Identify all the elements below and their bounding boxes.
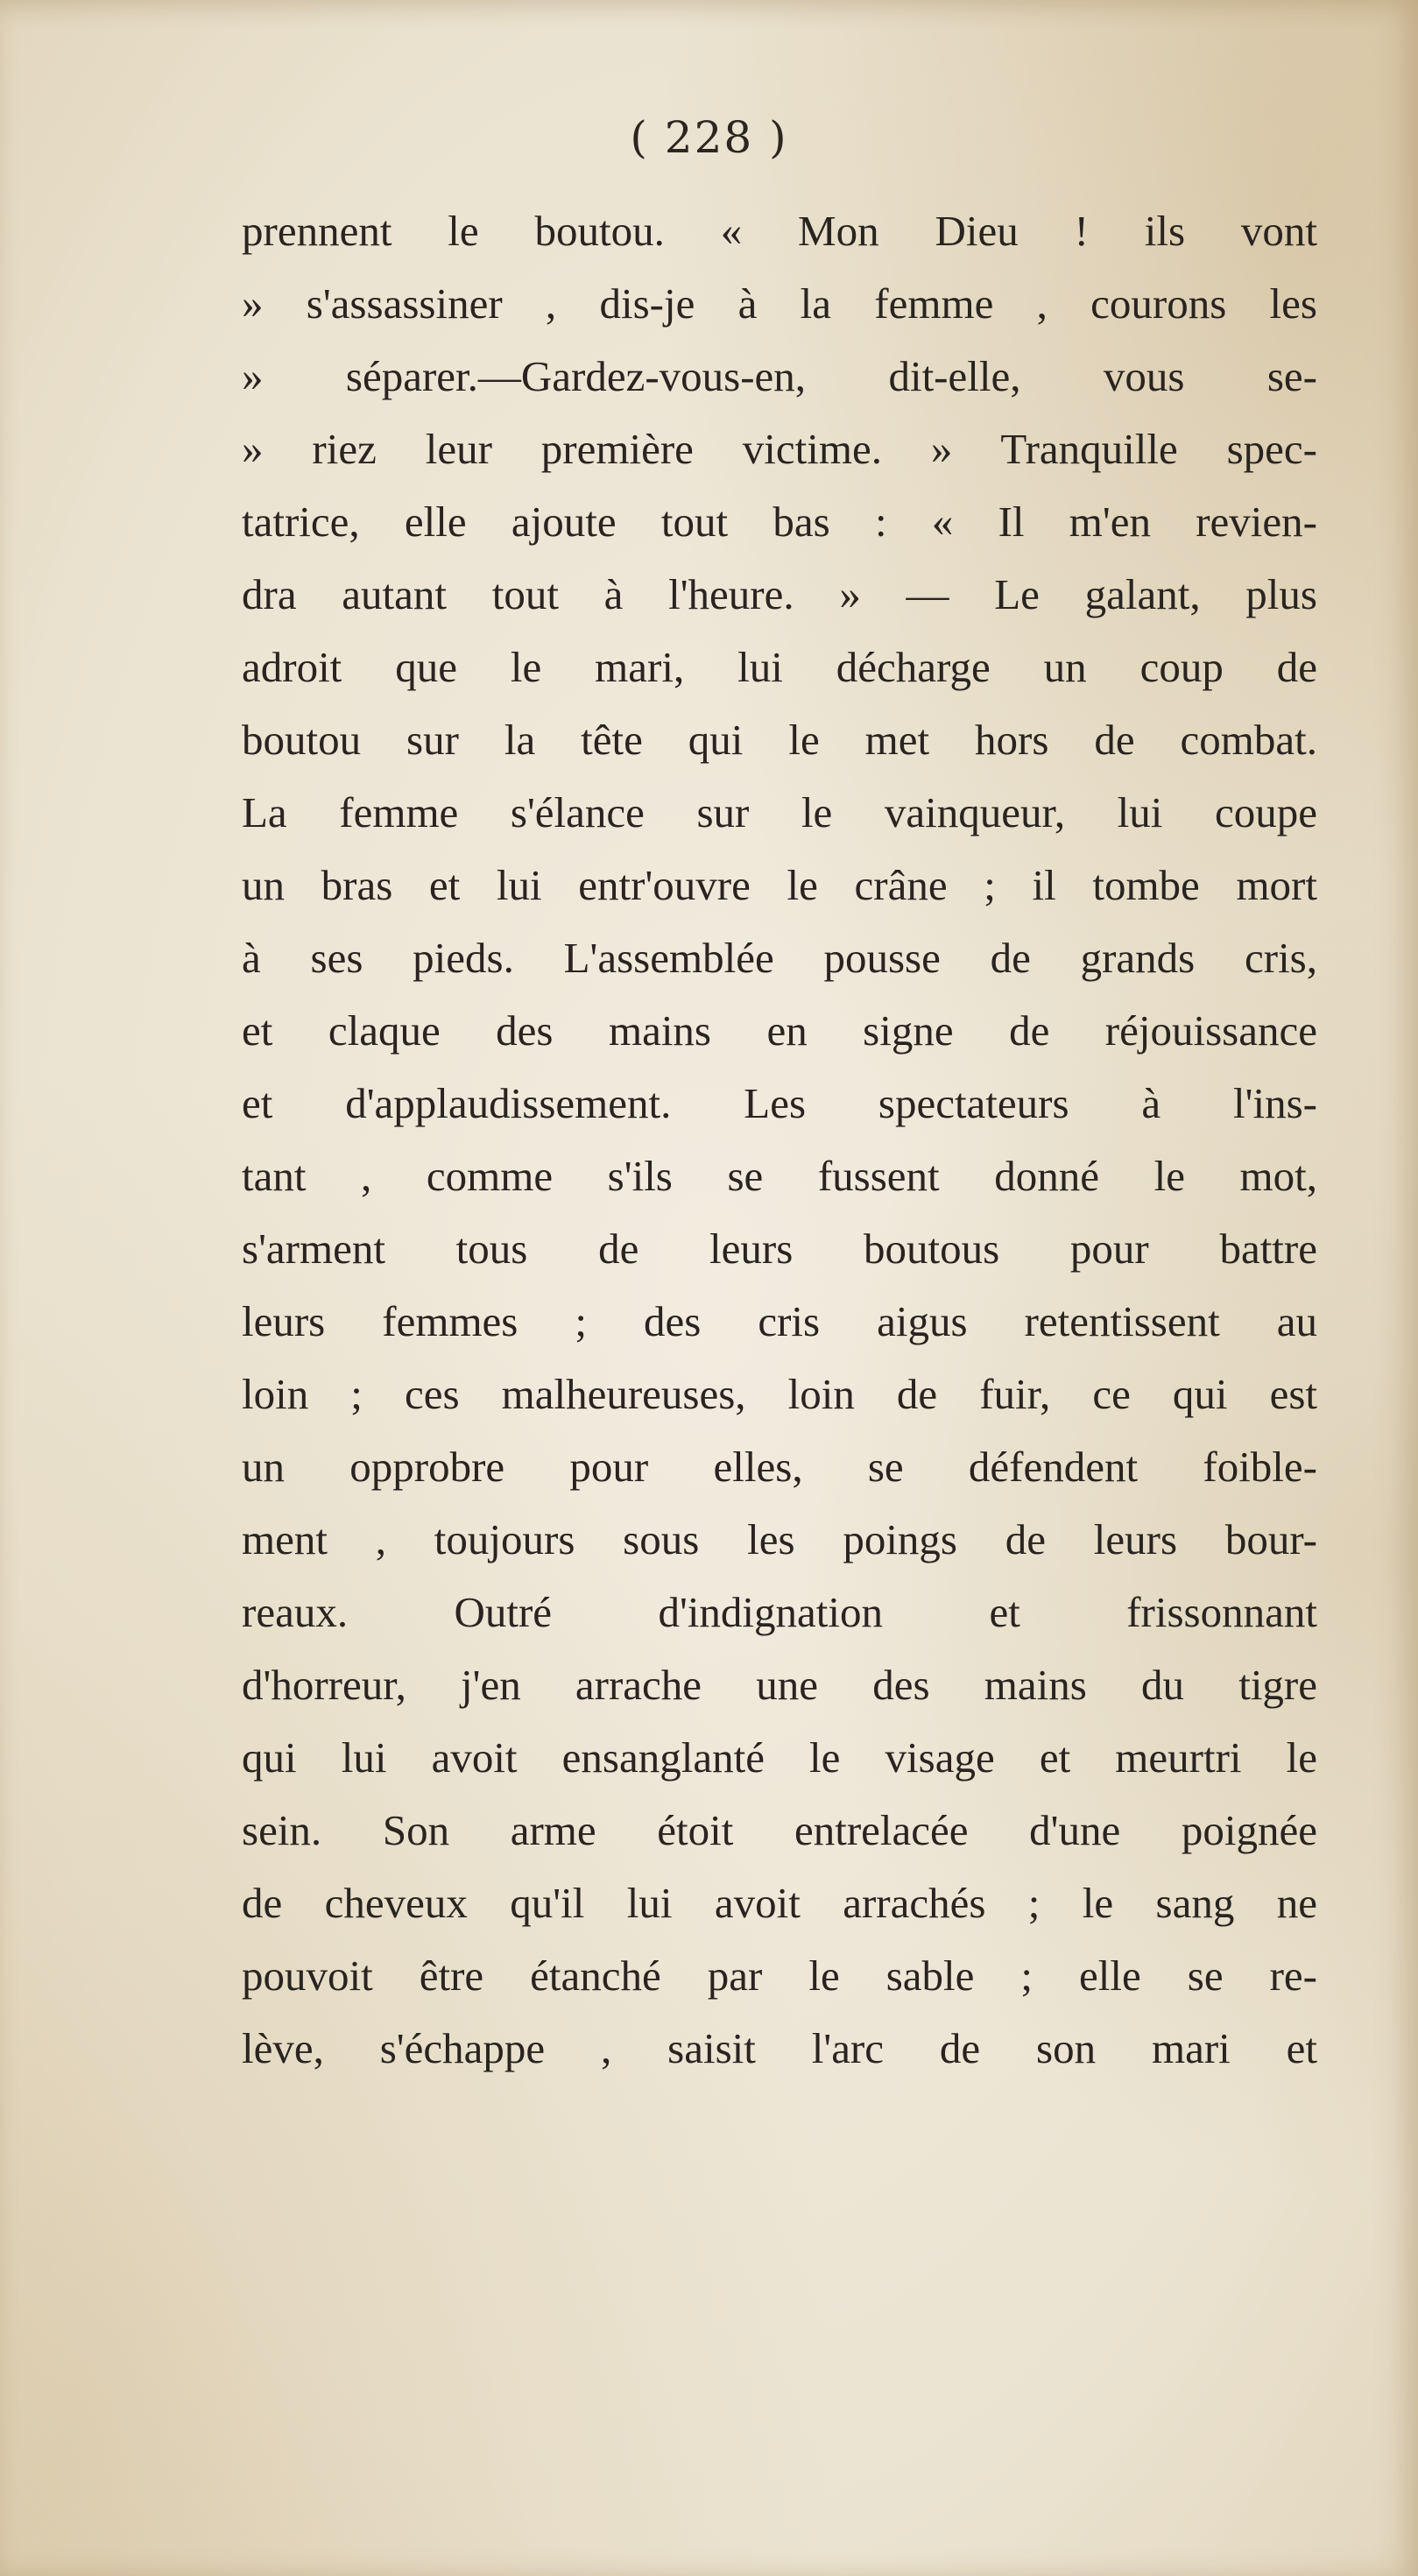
text-line: » séparer.—Gardez-vous-en, dit-elle, vous se- <box>242 352 1317 400</box>
text-line: boutou sur la tête qui le met hors de combat. <box>242 716 1317 764</box>
text-line: » s'assassiner , dis-je à la femme , courons les <box>242 279 1317 328</box>
text-line: ment , toujours sous les poings de leurs bour- <box>242 1515 1317 1563</box>
text-line: à ses pieds. L'assemblée pousse de grands cris, <box>242 934 1317 982</box>
text-line: loin ; ces malheureuses, loin de fuir, ce qui est <box>242 1370 1317 1418</box>
text-line: de cheveux qu'il lui avoit arrachés ; le sang ne <box>242 1879 1317 1927</box>
text-line: leurs femmes ; des cris aigus retentissent au <box>242 1297 1317 1345</box>
text-line: et claque des mains en signe de réjouissance <box>242 1006 1317 1055</box>
text-line: s'arment tous de leurs boutous pour battre <box>242 1224 1317 1273</box>
text-line: dra autant tout à l'heure. » — Le galant, plus <box>242 570 1317 618</box>
text-line: lève, s'échappe , saisit l'arc de son mari et <box>242 2024 1317 2072</box>
text-line: tatrice, elle ajoute tout bas : « Il m'en revien- <box>242 498 1317 546</box>
text-line: reaux. Outré d'indignation et frissonnant <box>242 1588 1317 1636</box>
text-line: un opprobre pour elles, se défendent foible- <box>242 1443 1317 1491</box>
text-line: prennent le boutou. « Mon Dieu ! ils vont <box>242 207 1317 255</box>
body-text <box>242 194 1317 2085</box>
text-line: d'horreur, j'en arrache une des mains du tigre <box>242 1661 1317 1709</box>
text-line: et d'applaudissement. Les spectateurs à l'ins- <box>242 1079 1317 1127</box>
text-line: sein. Son arme étoit entrelacée d'une poignée <box>242 1806 1317 1854</box>
text-line: adroit que le mari, lui décharge un coup de <box>242 643 1317 691</box>
page-number: ( 228 ) <box>630 112 788 163</box>
text-line: tant , comme s'ils se fussent donné le mot, <box>242 1152 1317 1200</box>
text-line: La femme s'élance sur le vainqueur, lui coupe <box>242 788 1317 836</box>
text-line: » riez leur première victime. » Tranquille spec- <box>242 425 1317 473</box>
text-line: qui lui avoit ensanglanté le visage et meurtri le <box>242 1733 1317 1782</box>
text-line: un bras et lui entr'ouvre le crâne ; il tombe mort <box>242 861 1317 909</box>
text-line: pouvoit être étanché par le sable ; elle se re- <box>242 1951 1317 2000</box>
